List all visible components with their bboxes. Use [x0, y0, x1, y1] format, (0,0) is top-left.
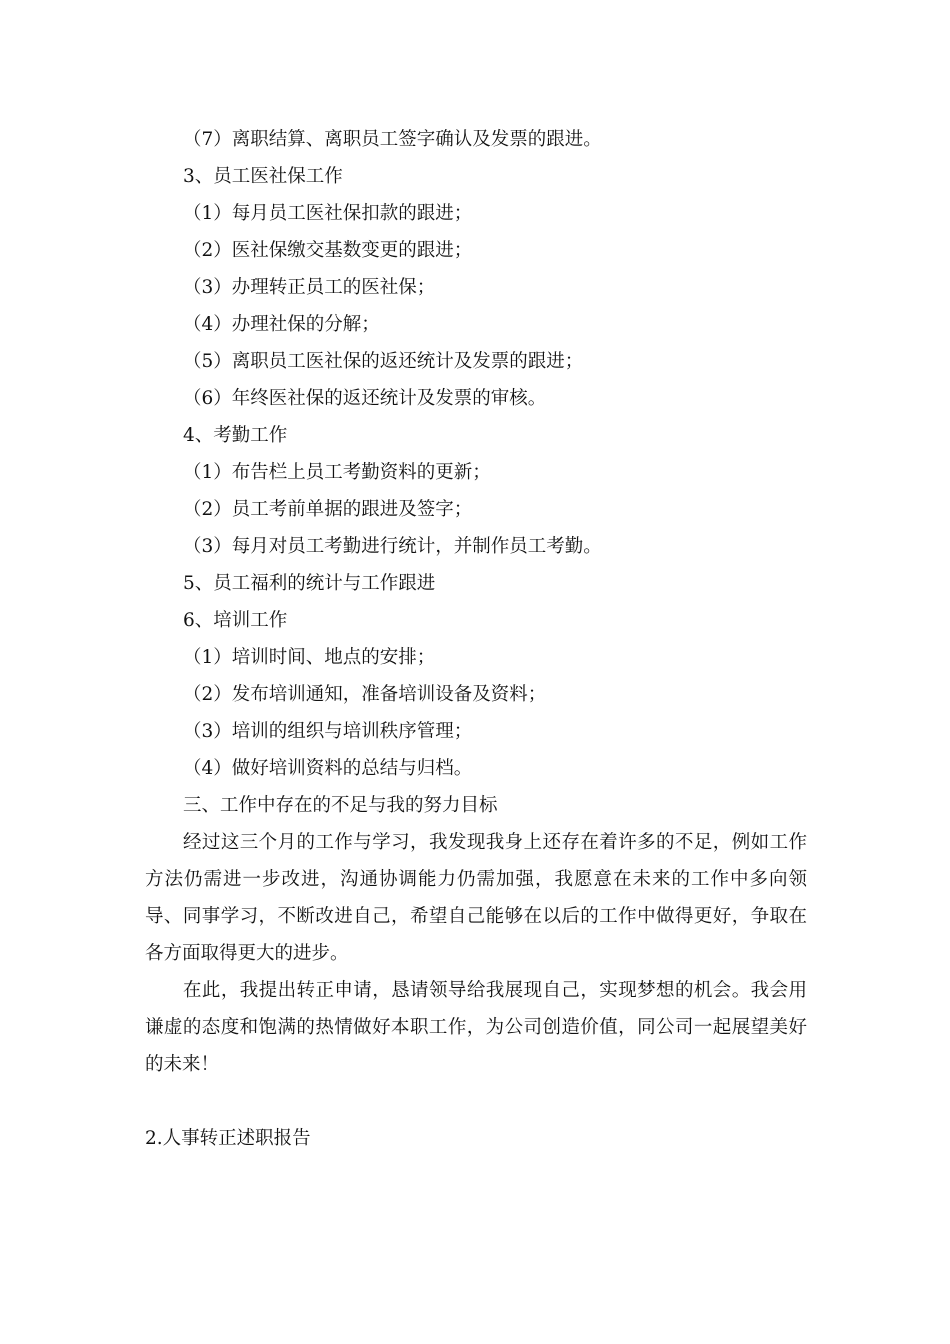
list-item: （2）发布培训通知，准备培训设备及资料； — [183, 684, 547, 705]
blank-line — [145, 1083, 807, 1120]
section-heading: 3、员工医社保工作 — [183, 166, 343, 187]
list-item: （3）培训的组织与培训秩序管理； — [183, 721, 473, 742]
list-item: （3）每月对员工考勤进行统计，并制作员工考勤。 — [183, 536, 602, 557]
document-title: 2.人事转正述职报告 — [145, 1128, 311, 1149]
section-heading: 5、员工福利的统计与工作跟进 — [183, 573, 436, 594]
document-body — [145, 121, 807, 1157]
list-item: （4）办理社保的分解； — [183, 314, 380, 335]
section-heading: 6、培训工作 — [183, 610, 288, 631]
list-item: （6）年终医社保的返还统计及发票的审核。 — [183, 388, 547, 409]
list-item: （2）员工考前单据的跟进及签字； — [183, 499, 473, 520]
section-heading: 三、工作中存在的不足与我的努力目标 — [183, 795, 498, 816]
list-item: （7）离职结算、离职员工签字确认及发票的跟进。 — [183, 129, 602, 150]
list-item: （1）布告栏上员工考勤资料的更新； — [183, 462, 491, 483]
list-item: （2）医社保缴交基数变更的跟进； — [183, 240, 473, 261]
body-paragraph: 在此，我提出转正申请，恳请领导给我展现自己，实现梦想的机会。我会用谦虚的态度和饱满的热情做好本职工作，为公司创造价值，同公司一起展望美好的未来！ — [145, 980, 807, 1075]
list-item: （1）培训时间、地点的安排； — [183, 647, 436, 668]
list-item: （4）做好培训资料的总结与归档。 — [183, 758, 473, 779]
list-item: （3）办理转正员工的医社保； — [183, 277, 436, 298]
body-paragraph: 经过这三个月的工作与学习，我发现我身上还存在着许多的不足，例如工作方法仍需进一步改进，沟通协调能力仍需加强，我愿意在未来的工作中多向领导、同事学习，不断改进自己，希望自己能够在以后的工作中做得更好，争取在各方面取得更大的进步。 — [145, 832, 807, 964]
list-item: （5）离职员工医社保的返还统计及发票的跟进； — [183, 351, 584, 372]
list-item: （1）每月员工医社保扣款的跟进； — [183, 203, 473, 224]
section-heading: 4、考勤工作 — [183, 425, 288, 446]
